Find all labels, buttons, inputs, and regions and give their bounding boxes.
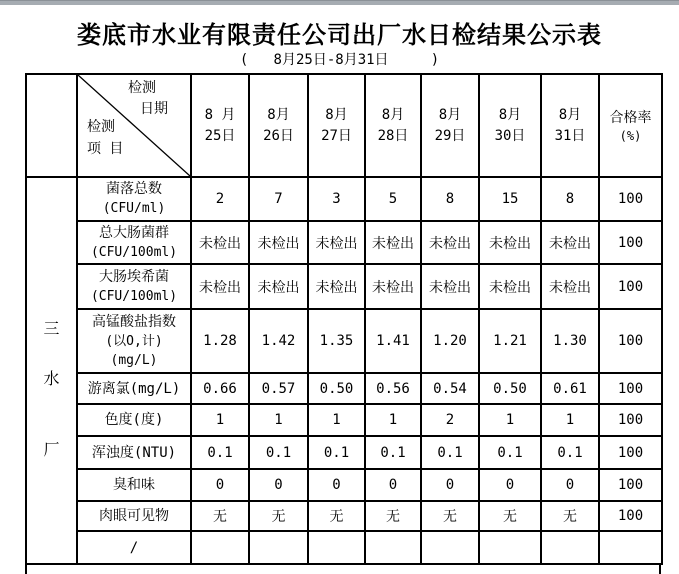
row-label: 浑浊度(NTU)	[91, 444, 177, 461]
value-cell: 0	[308, 469, 365, 501]
rate-cell: 100	[599, 404, 662, 436]
value-cell: 1	[541, 404, 599, 436]
value-cell: 无	[249, 501, 308, 531]
row-label-unit: (mg/L)	[110, 352, 158, 368]
date-line: 28日	[377, 127, 409, 144]
rate-cell: 100	[599, 177, 662, 221]
row-label-cell	[77, 436, 191, 469]
value-cell: 0.54	[421, 373, 479, 404]
value-cell: 0.1	[249, 436, 308, 469]
date-line: 8 月	[204, 106, 236, 123]
date-line: 31日	[554, 127, 586, 144]
row-label: 臭和味	[113, 477, 155, 493]
date-line: 8月	[325, 106, 348, 123]
corner-label-item-line2: 项 目	[87, 141, 124, 157]
value-cell	[365, 531, 421, 564]
corner-label-date-line1: 检测	[128, 80, 156, 96]
plant-char: 厂	[43, 440, 60, 459]
value-cell: 0.1	[541, 436, 599, 469]
row-label-unit: (CFU/100ml)	[90, 288, 178, 304]
row-label: 菌落总数	[106, 181, 162, 197]
value-cell: 未检出	[479, 264, 541, 309]
value-cell: 1.28	[191, 309, 249, 373]
row-label: 大肠埃希菌	[99, 268, 169, 285]
date-line: 27日	[321, 127, 352, 144]
value-cell: 未检出	[421, 264, 479, 309]
rate-cell	[599, 531, 662, 564]
table-row-permanganate-index	[26, 309, 662, 373]
column-header-aug25	[191, 74, 249, 177]
rate-cell: 100	[599, 501, 662, 531]
row-label-cell	[77, 221, 191, 264]
table-row-visible-matter	[26, 501, 662, 531]
row-label-cell	[77, 531, 191, 564]
row-label-cell	[77, 264, 191, 309]
value-cell: 0.56	[365, 373, 421, 404]
rate-cell: 100	[599, 309, 662, 373]
row-label-note: (以O,计)	[105, 333, 163, 349]
value-cell: 0.50	[308, 373, 365, 404]
value-cell: 0.66	[191, 373, 249, 404]
value-cell: 未检出	[365, 221, 421, 264]
next-section-cutoff	[25, 563, 661, 574]
pass-rate-unit: (%)	[619, 128, 642, 143]
value-cell: 未检出	[191, 221, 249, 264]
value-cell	[421, 531, 479, 564]
row-label-unit: (CFU/ml)	[102, 201, 166, 216]
value-cell: 1.30	[541, 309, 599, 373]
row-label-cell	[77, 501, 191, 531]
value-cell	[191, 531, 249, 564]
row-label: 高锰酸盐指数	[92, 313, 176, 330]
value-cell: 0	[479, 469, 541, 501]
value-cell: 未检出	[191, 264, 249, 309]
table-row-turbidity	[26, 436, 662, 469]
value-cell: 0	[541, 469, 599, 501]
value-cell	[308, 531, 365, 564]
value-cell: 0.1	[365, 436, 421, 469]
value-cell: 8	[541, 177, 599, 221]
table-row-odor-taste	[26, 469, 662, 501]
plant-char: 水	[43, 369, 60, 388]
row-label-cell	[77, 309, 191, 373]
value-cell: 1	[365, 404, 421, 436]
rate-cell: 100	[599, 264, 662, 309]
row-label-cell	[77, 404, 191, 436]
date-line: 8月	[381, 106, 405, 123]
rate-cell: 100	[599, 373, 662, 404]
value-cell: 2	[421, 404, 479, 436]
column-header-aug26	[249, 74, 308, 177]
row-label: 肉眼可见物	[99, 508, 169, 524]
column-header-aug29	[421, 74, 479, 177]
value-cell: 0.50	[479, 373, 541, 404]
page-title: 娄底市水业有限责任公司出厂水日检结果公示表	[77, 21, 602, 49]
value-cell: 5	[365, 177, 421, 221]
value-cell: 未检出	[249, 264, 308, 309]
value-cell: 0.1	[421, 436, 479, 469]
value-cell: 未检出	[365, 264, 421, 309]
value-cell: 0.1	[191, 436, 249, 469]
value-cell: 未检出	[541, 221, 599, 264]
value-cell: 0.57	[249, 373, 308, 404]
plant-name-cell	[26, 177, 77, 564]
value-cell: 1	[479, 404, 541, 436]
window-top-edge	[0, 0, 679, 5]
page-subtitle: ( 8月25日-8月31日 )	[239, 52, 440, 68]
value-cell: 未检出	[308, 221, 365, 264]
corner-label-item-line1: 检测	[87, 119, 115, 135]
rate-cell: 100	[599, 469, 662, 501]
row-label: 总大肠菌群	[99, 224, 169, 241]
value-cell: 无	[541, 501, 599, 531]
date-line: 8月	[558, 106, 582, 123]
value-cell: 未检出	[479, 221, 541, 264]
header-row	[26, 74, 662, 177]
value-cell	[249, 531, 308, 564]
plant-char: 三	[43, 319, 60, 338]
table-row-bacteria-count	[26, 177, 662, 221]
corner-empty-cell	[26, 74, 77, 177]
value-cell: 1.20	[421, 309, 479, 373]
value-cell: 1.21	[479, 309, 541, 373]
value-cell: 1.35	[308, 309, 365, 373]
column-header-aug28	[365, 74, 421, 177]
value-cell: 0	[191, 469, 249, 501]
value-cell: 1	[191, 404, 249, 436]
value-cell: 未检出	[541, 264, 599, 309]
value-cell: 2	[191, 177, 249, 221]
corner-diagonal-cell	[77, 74, 191, 177]
value-cell: 无	[421, 501, 479, 531]
date-line: 30日	[494, 127, 526, 144]
date-line: 8月	[267, 106, 290, 123]
column-header-aug30	[479, 74, 541, 177]
date-line: 8月	[438, 106, 462, 123]
value-cell: 1	[249, 404, 308, 436]
row-label-unit: (CFU/100ml)	[90, 244, 178, 260]
table-row-empty-slash	[26, 531, 662, 564]
pass-rate-label: 合格率	[609, 109, 652, 126]
row-label-cell	[77, 373, 191, 404]
row-label: 色度(度)	[104, 412, 164, 428]
value-cell: 0.1	[308, 436, 365, 469]
value-cell: 1	[308, 404, 365, 436]
value-cell: 8	[421, 177, 479, 221]
value-cell: 15	[479, 177, 541, 221]
value-cell: 7	[249, 177, 308, 221]
value-cell: 0	[365, 469, 421, 501]
table-row-ecoli	[26, 264, 662, 309]
table-row-free-chlorine	[26, 373, 662, 404]
row-label-cell	[77, 469, 191, 501]
row-label-cell	[77, 177, 191, 221]
date-line: 29日	[434, 127, 466, 144]
value-cell	[479, 531, 541, 564]
value-cell: 未检出	[308, 264, 365, 309]
rate-cell: 100	[599, 221, 662, 264]
column-header-pass-rate	[599, 74, 662, 177]
row-label: /	[129, 539, 139, 556]
value-cell: 未检出	[249, 221, 308, 264]
value-cell: 3	[308, 177, 365, 221]
column-header-aug27	[308, 74, 365, 177]
value-cell: 0.1	[479, 436, 541, 469]
value-cell: 1.41	[365, 309, 421, 373]
value-cell: 0	[249, 469, 308, 501]
date-line: 26日	[263, 127, 294, 144]
value-cell: 0.61	[541, 373, 599, 404]
value-cell	[541, 531, 599, 564]
value-cell: 无	[191, 501, 249, 531]
corner-label-date-line2: 日期	[140, 101, 168, 117]
table-row-chroma	[26, 404, 662, 436]
value-cell: 0	[421, 469, 479, 501]
value-cell: 无	[479, 501, 541, 531]
value-cell: 未检出	[421, 221, 479, 264]
date-line: 8月	[498, 106, 522, 123]
rate-cell: 100	[599, 436, 662, 469]
row-label: 游离氯(mg/L)	[87, 380, 181, 397]
column-header-aug31	[541, 74, 599, 177]
value-cell: 1.42	[249, 309, 308, 373]
value-cell: 无	[308, 501, 365, 531]
value-cell: 无	[365, 501, 421, 531]
table-row-total-coliform	[26, 221, 662, 264]
date-line: 25日	[204, 127, 236, 144]
water-quality-table	[25, 73, 663, 565]
